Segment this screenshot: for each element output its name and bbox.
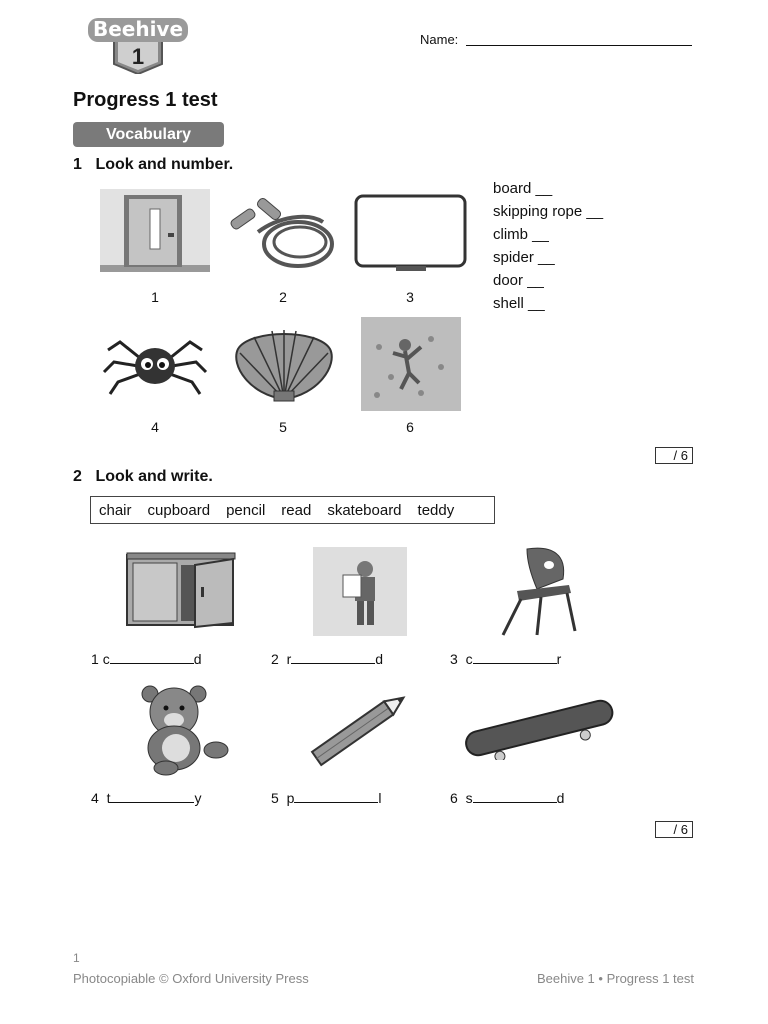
write-item[interactable]: 6 s d	[450, 790, 565, 806]
chair-icon	[497, 545, 579, 637]
beehive-logo	[86, 8, 190, 74]
picture-number: 3	[406, 289, 414, 305]
task1-score-box[interactable]: / 6	[655, 447, 693, 464]
picture-number: 2	[279, 289, 287, 305]
task1-number: 1	[73, 156, 82, 173]
task2-number: 2	[73, 468, 82, 485]
teddy-icon	[130, 684, 230, 776]
footer-book-title: Beehive 1 • Progress 1 test	[536, 971, 694, 986]
shell-icon	[230, 325, 338, 403]
door-icon	[100, 189, 210, 272]
word-item: spider __	[493, 249, 555, 266]
task2-heading	[73, 468, 213, 486]
word-bank-item: cupboard	[147, 501, 211, 519]
word-bank-item: read	[281, 501, 312, 519]
reading-boy-icon	[313, 547, 407, 636]
pencil-icon	[300, 689, 418, 771]
word-bank-item: skateboard	[327, 501, 402, 519]
task2-score-box[interactable]: / 6	[655, 821, 693, 838]
cupboard-icon	[125, 551, 237, 631]
word-item: climb __	[493, 226, 549, 243]
page-title: Progress 1 test	[73, 89, 218, 111]
word-bank-item: teddy	[417, 501, 455, 519]
logo-text: Beehive	[92, 17, 184, 41]
write-item[interactable]: 4 t y	[91, 790, 202, 806]
word-item: shell __	[493, 295, 545, 312]
page-number: 1	[73, 951, 80, 965]
name-label: Name:	[420, 32, 459, 47]
footer-copyright: Photocopiable © Oxford University Press	[73, 971, 309, 986]
word-item: door __	[493, 272, 544, 289]
section-banner: Vocabulary	[73, 122, 224, 147]
logo-level: 1	[131, 44, 145, 69]
picture-number: 5	[279, 419, 287, 435]
skipping-rope-icon	[228, 192, 340, 272]
board-icon	[354, 194, 467, 272]
write-item[interactable]: 2 r d	[271, 651, 384, 667]
name-field[interactable]	[466, 45, 692, 46]
picture-number: 4	[151, 419, 159, 435]
word-bank-item: pencil	[226, 501, 266, 519]
skateboard-icon	[460, 694, 618, 760]
write-item[interactable]: 5 p l	[271, 790, 382, 806]
word-bank-item: chair	[99, 501, 132, 519]
picture-number: 1	[151, 289, 159, 305]
word-item: skipping rope __	[493, 203, 604, 220]
picture-number: 6	[406, 419, 414, 435]
task2-instruction: Look and write.	[95, 468, 213, 485]
climb-icon	[361, 317, 461, 411]
task1-instruction: Look and number.	[95, 156, 234, 173]
task1-heading	[73, 156, 233, 174]
word-item: board __	[493, 180, 553, 197]
write-item[interactable]: 3 c r	[450, 651, 562, 667]
spider-icon	[100, 328, 210, 398]
word-bank	[90, 496, 495, 524]
write-item[interactable]: 1 c d	[91, 651, 202, 667]
